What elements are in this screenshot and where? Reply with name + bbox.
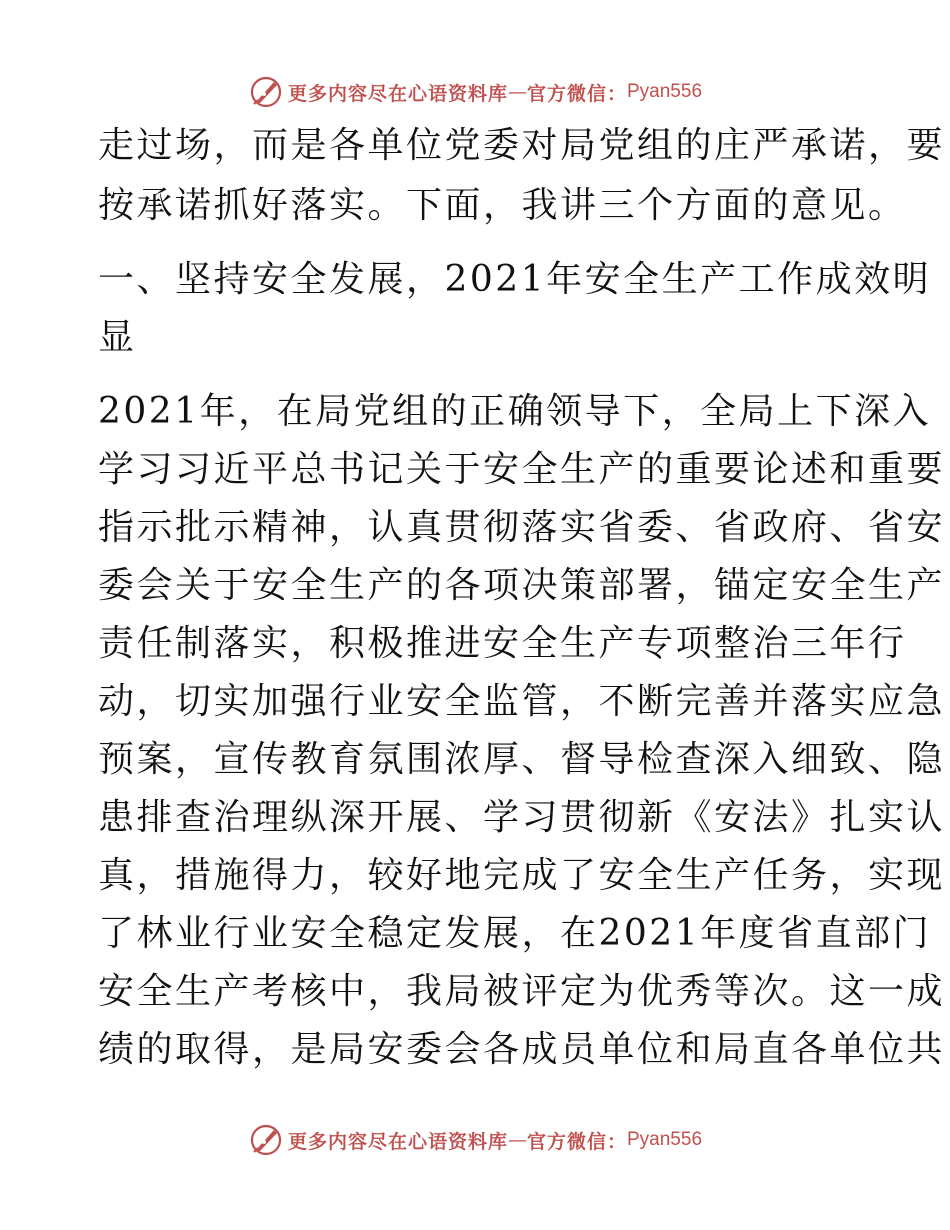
text-line: 动，切实加强行业安全监管，不断完善并落实应急 bbox=[98, 681, 946, 722]
text-line: 真，措施得力，较好地完成了安全生产任务，实现 bbox=[98, 855, 946, 896]
footer-watermark-banner bbox=[0, 1120, 950, 1160]
banner-wechat-id: Pyan556 bbox=[627, 1129, 703, 1150]
text-line: 学习习近平总书记关于安全生产的重要论述和重要 bbox=[98, 449, 946, 490]
banner-separator: — bbox=[507, 81, 527, 103]
banner-wechat-label: 官方微信： bbox=[526, 82, 627, 105]
text-line: 了林业行业安全稳定发展，在2021年度省直部门 bbox=[98, 913, 932, 954]
text-line: 指示批示精神，认真贯彻落实省委、省政府、省安 bbox=[98, 507, 946, 548]
section-heading-line: 显 bbox=[98, 317, 137, 358]
text-line: 绩的取得，是局安委会各成员单位和局直各单位共 bbox=[98, 1029, 946, 1070]
text-line: 预案，宣传教育氛围浓厚、督导检查深入细致、隐 bbox=[98, 739, 946, 780]
quill-pen-logo-icon bbox=[248, 74, 284, 110]
banner-library-text: 更多内容尽在心语资料库 bbox=[287, 1130, 508, 1153]
text-line: 按承诺抓好落实。下面，我讲三个方面的意见。 bbox=[98, 185, 907, 226]
text-line: 患排查治理纵深开展、学习贯彻新《安法》扎实认 bbox=[98, 797, 946, 838]
text-line: 安全生产考核中，我局被评定为优秀等次。这一成 bbox=[98, 971, 946, 1012]
section-heading-line: 一、坚持安全发展，2021年安全生产工作成效明 bbox=[98, 259, 932, 300]
text-line: 走过场，而是各单位党委对局党组的庄严承诺，要 bbox=[98, 125, 946, 166]
header-watermark-banner bbox=[0, 72, 950, 112]
banner-wechat-label: 官方微信： bbox=[526, 1130, 627, 1153]
text-line: 2021年，在局党组的正确领导下，全局上下深入 bbox=[98, 391, 932, 432]
text-line: 委会关于安全生产的各项决策部署，锚定安全生产 bbox=[98, 565, 946, 606]
banner-library-text: 更多内容尽在心语资料库 bbox=[287, 82, 508, 105]
banner-separator: — bbox=[507, 1129, 527, 1151]
banner-wechat-id: Pyan556 bbox=[627, 81, 703, 102]
text-line: 责任制落实，积极推进安全生产专项整治三年行 bbox=[98, 623, 907, 664]
quill-pen-logo-icon bbox=[248, 1122, 284, 1158]
